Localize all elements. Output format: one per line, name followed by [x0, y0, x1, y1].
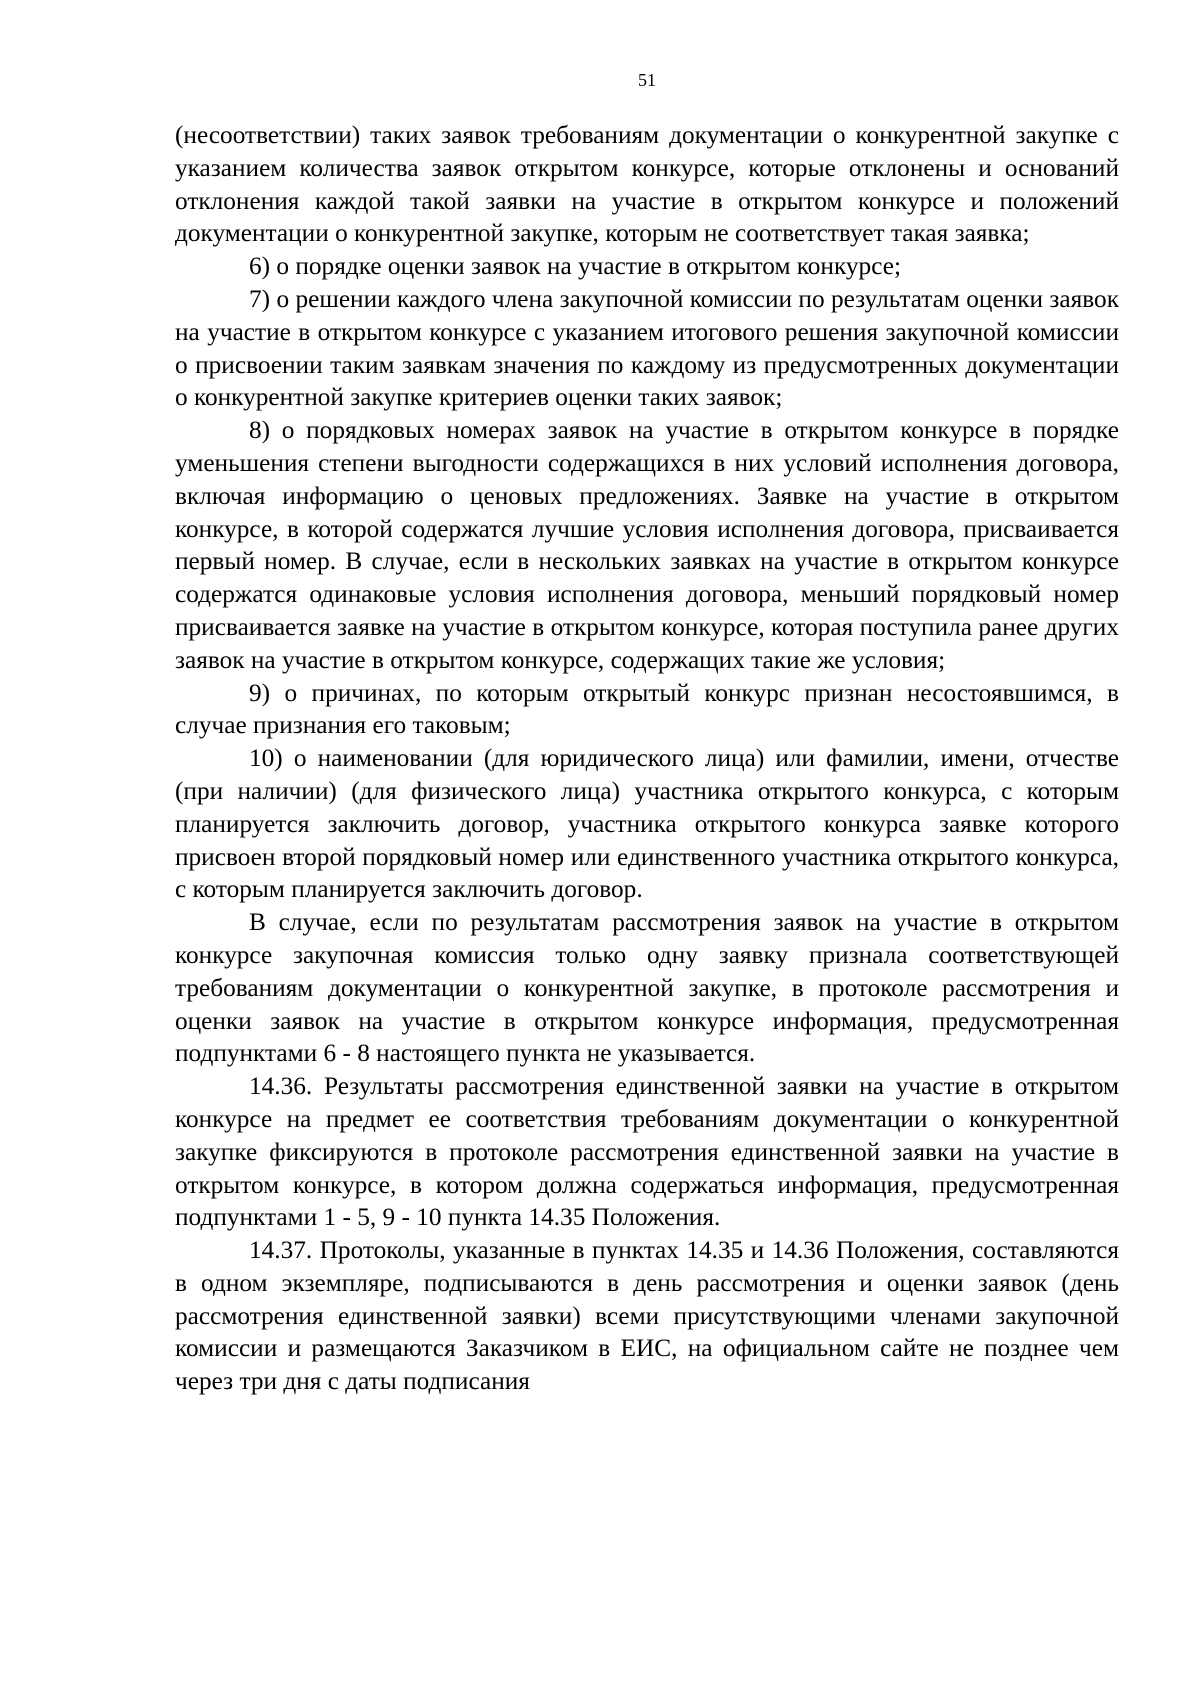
- list-item-6: 6) о порядке оценки заявок на участие в открытом конкурсе;: [249, 252, 901, 281]
- clause-14-36: 14.36. Результаты рассмотрения единственной заявки на участие в открытом конкурсе на предмет ее соответствия требованиям документации о конкурентной закупке фиксируются в протоколе рассмотрения единственной заявки на участие в открытом конкурсе, в котором должна содержаться информация, предусмотренная подпунктами 1 - 5, 9 - 10 пункта 14.35 Положения.: [175, 1072, 1119, 1232]
- paragraph-continuation: (несоответствии) таких заявок требованиям документации о конкурентной закупке с указанием количества заявок открытом конкурсе, которые отклонены и оснований отклонения каждой такой заявки на участие в открытом конкурсе и положений документации о конкурентной закупке, которым не соответствует такая заявка;: [175, 121, 1119, 248]
- clause-14-37: 14.37. Протоколы, указанные в пунктах 14.35 и 14.36 Положения, составляются в одном экземпляре, подписываются в день рассмотрения и оценки заявок (день рассмотрения единственной заявки) всеми присутствующими членами закупочной комиссии и размещаются Заказчиком в ЕИС, на официальном сайте не позднее чем через три дня с даты подписания: [175, 1236, 1119, 1396]
- paragraph-single-application-case: В случае, если по результатам рассмотрения заявок на участие в открытом конкурсе закупочная комиссия только одну заявку признала соответствующей требованиям документации о конкурентной закупке, в протоколе рассмотрения и оценки заявок на участие в открытом конкурсе информация, предусмотренная подпунктами 6 - 8 настоящего пункта не указывается.: [175, 908, 1119, 1068]
- list-item-7: 7) о решении каждого члена закупочной комиссии по результатам оценки заявок на участие в открытом конкурсе с указанием итогового решения закупочной комиссии о присвоении таким заявкам значения по каждому из предусмотренных документации о конкурентной закупке критериев оценки таких заявок;: [175, 284, 1119, 412]
- list-item-10: 10) о наименовании (для юридического лица) или фамилии, имени, отчестве (при наличии) (для физического лица) участника открытого конкурса, с которым планируется заключить договор, участника открытого конкурса заявке которого присвоен второй порядковый номер или единственного участника открытого конкурса, с которым планируется заключить договор.: [175, 744, 1119, 904]
- list-item-8: 8) о порядковых номерах заявок на участие в открытом конкурсе в порядке уменьшения степени выгодности содержащихся в них условий исполнения договора, включая информацию о ценовых предложениях. Заявке на участие в открытом конкурсе, в которой содержатся лучшие условия исполнения договора, присваивается первый номер. В случае, если в нескольких заявках на участие в открытом конкурсе содержатся одинаковые условия исполнения договора, меньший порядковый номер присваивается заявке на участие в открытом конкурсе, которая поступила ранее других заявок на участие в открытом конкурсе, содержащих такие же условия;: [175, 416, 1119, 674]
- page-number: 51: [638, 70, 656, 90]
- document-body: [175, 119, 1119, 1398]
- list-item-9: 9) о причинах, по которым открытый конкурс признан несостоявшимся, в случае признания его таковым;: [175, 678, 1119, 740]
